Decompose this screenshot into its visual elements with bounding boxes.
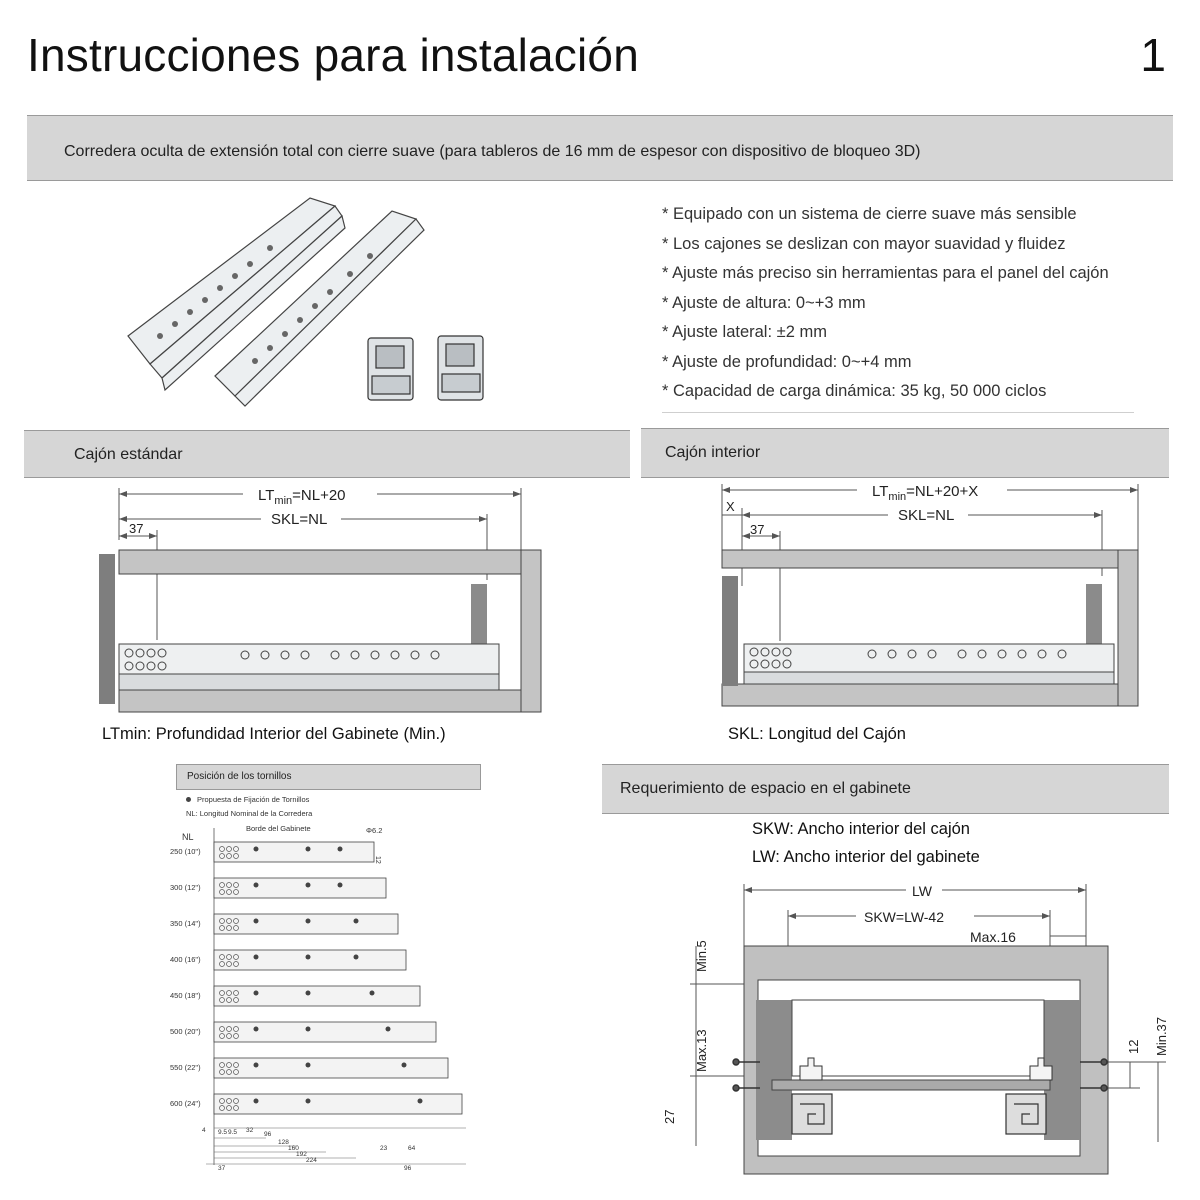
- dim-label: 9.5: [218, 1129, 228, 1136]
- interior-drawer-band: [641, 428, 1169, 478]
- dim12-label: 12: [1126, 1039, 1141, 1054]
- legend-dot: [186, 794, 309, 804]
- size-row: [170, 986, 420, 1006]
- dim-label: 192: [296, 1151, 307, 1158]
- hole-label: Φ6.2: [366, 826, 383, 835]
- feature-item: * Ajuste de altura: 0~+3 mm: [662, 293, 866, 312]
- svg-text:250 (10"): 250 (10"): [170, 847, 201, 856]
- size-row: [170, 950, 406, 970]
- skl-label: SKL=NL: [898, 507, 955, 524]
- min37-label: Min.37: [1154, 1016, 1169, 1056]
- locking-device-right: [438, 336, 483, 400]
- svg-text:400 (16"): 400 (16"): [170, 955, 201, 964]
- nl-header: NL: [182, 832, 194, 842]
- svg-text:500 (20"): 500 (20"): [170, 1027, 201, 1036]
- dim-12-label: 12: [374, 856, 381, 864]
- screw-position-diagram: [166, 820, 476, 1170]
- page-number: 1: [1140, 29, 1166, 81]
- feature-item: * Los cajones se deslizan con mayor suavidad y fluidez: [662, 234, 1066, 253]
- lt-min-label: $LT_{min}=NL+20+X$: [872, 483, 979, 503]
- divider: [662, 412, 1134, 413]
- dim-label: 96: [264, 1131, 272, 1138]
- lw-definition: LW: Ancho interior del gabinete: [752, 848, 980, 866]
- lt-min-label: $LT_{min}=NL+20$: [258, 487, 346, 507]
- legend-nl: NL: Longitud Nominal de la Corredera: [186, 809, 313, 818]
- screw-position-title: Posición de los tornillos: [187, 771, 292, 782]
- feature-item: * Capacidad de carga dinámica: 35 kg, 50 000 ciclos: [662, 382, 1047, 400]
- max13-label: Max.13: [694, 1029, 709, 1072]
- min5-label: Min.5: [694, 940, 709, 972]
- skw-label: SKW=LW-42: [864, 909, 945, 925]
- svg-text:350 (14"): 350 (14"): [170, 919, 201, 928]
- edge-label: Borde del Gabinete: [246, 824, 311, 833]
- skw-definition: SKW: Ancho interior del cajón: [752, 820, 970, 838]
- dim-label: 96: [404, 1165, 412, 1170]
- feature-item: * Ajuste lateral: ±2 mm: [662, 323, 827, 341]
- dim-37-label: 37: [750, 522, 765, 537]
- feature-list: [662, 200, 1109, 407]
- interior-caption: SKL: Longitud del Cajón: [728, 725, 906, 743]
- size-row: [170, 842, 374, 862]
- cabinet-space-diagram: [660, 876, 1180, 1176]
- product-illustration: [120, 186, 520, 412]
- svg-text:600 (24"): 600 (24"): [170, 1099, 201, 1108]
- standard-drawer-band: [24, 430, 630, 478]
- dot-icon: [186, 797, 191, 802]
- interior-drawer-title: Cajón interior: [665, 444, 761, 461]
- svg-text:300 (12"): 300 (12"): [170, 883, 201, 892]
- size-row: [170, 1058, 448, 1078]
- size-row: [170, 1022, 436, 1042]
- feature-item: * Ajuste más preciso sin herramientas para el panel del cajón: [662, 264, 1109, 282]
- dim-label: 23: [380, 1145, 388, 1152]
- lw-label: LW: [912, 883, 932, 899]
- product-band: [27, 115, 1173, 181]
- x-label: X: [726, 499, 735, 514]
- dim-label: 9.5: [228, 1129, 238, 1136]
- feature-item: * Equipado con un sistema de cierre suave más sensible: [662, 205, 1077, 223]
- space-requirement-band: [602, 764, 1169, 814]
- svg-text:550 (22"): 550 (22"): [170, 1063, 201, 1072]
- dim-label: 160: [288, 1145, 299, 1152]
- size-row: [170, 914, 398, 934]
- interior-drawer-diagram: [712, 476, 1162, 716]
- dim-label: 37: [218, 1165, 226, 1170]
- locking-device-left: [368, 338, 413, 400]
- screw-position-band: [176, 764, 481, 790]
- dim-label: 224: [306, 1157, 317, 1164]
- legend-dot-text: Propuesta de Fijación de Tornillos: [197, 795, 310, 804]
- dim-label: 128: [278, 1139, 289, 1146]
- svg-text:450 (18"): 450 (18"): [170, 991, 201, 1000]
- dim27-label: 27: [662, 1109, 677, 1124]
- standard-drawer-diagram: [95, 480, 545, 720]
- max16-label: Max.16: [970, 929, 1016, 945]
- skl-label: SKL=NL: [271, 511, 328, 528]
- standard-caption: LTmin: Profundidad Interior del Gabinete (Min.): [102, 725, 446, 743]
- dim-label: 4: [202, 1127, 206, 1134]
- size-row: [170, 878, 386, 898]
- product-band-text: Corredera oculta de extensión total con cierre suave (para tableros de 16 mm de espesor con dispositivo de bloqueo 3D): [64, 143, 921, 160]
- space-requirement-title: Requerimiento de espacio en el gabinete: [620, 780, 911, 797]
- size-row: [170, 1094, 462, 1114]
- page-title: Instrucciones para instalación: [27, 29, 639, 81]
- dim-37-label: 37: [129, 521, 144, 536]
- standard-drawer-title: Cajón estándar: [74, 446, 183, 463]
- dim-label: 32: [246, 1127, 254, 1134]
- dim-label: 64: [408, 1145, 416, 1152]
- feature-item: * Ajuste de profundidad: 0~+4 mm: [662, 352, 912, 371]
